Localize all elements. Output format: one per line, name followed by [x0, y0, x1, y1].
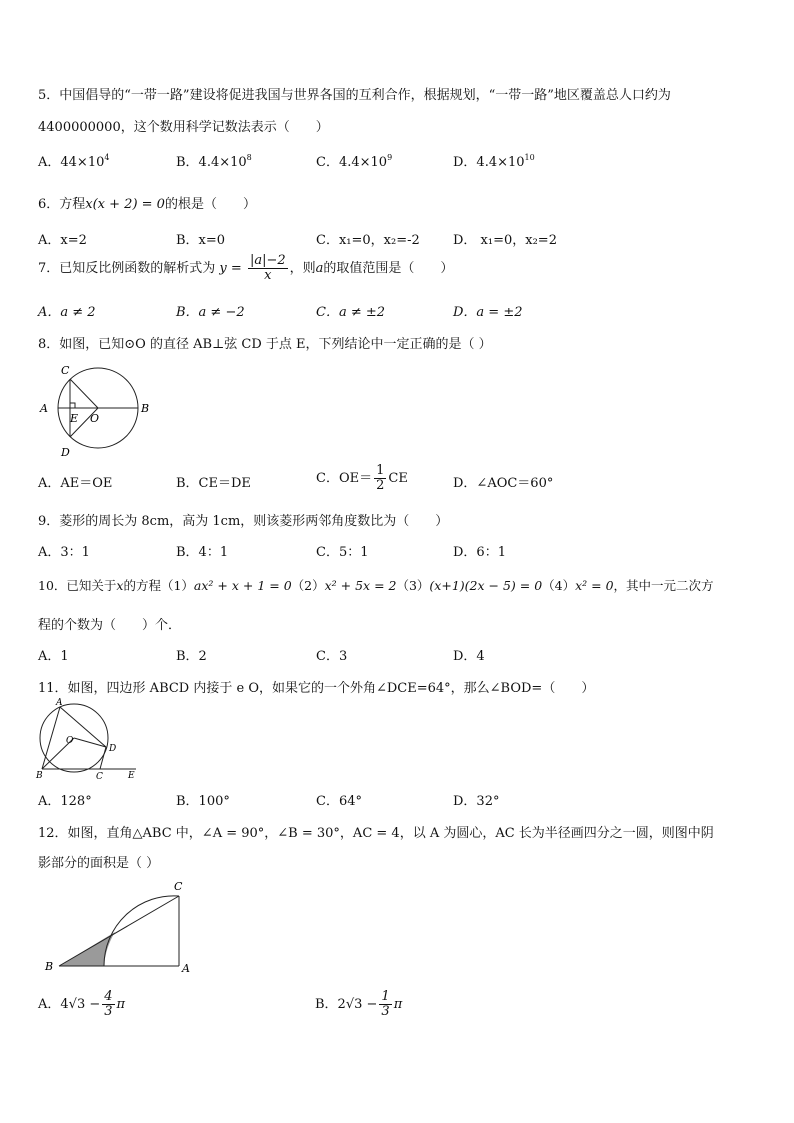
q8-segment-oc — [70, 379, 98, 408]
q8-options — [38, 463, 758, 496]
q8-option-a: A．AE＝OE — [38, 476, 113, 491]
q12-option-a: A．4√3 − $\frac{4}{3}$ π — [38, 989, 126, 1019]
q8-label-d: D — [61, 446, 70, 459]
q11-options — [38, 790, 758, 808]
q12-label-a: A — [182, 962, 190, 975]
q11-option-a: A．128° — [38, 794, 92, 809]
q12-side-bc — [59, 896, 179, 966]
q6-options — [38, 229, 758, 247]
q11-option-b: B．100° — [176, 794, 230, 809]
q7-options — [38, 301, 758, 319]
q5-option-c: C．$4.4\times 10^9$ — [316, 153, 393, 170]
q10-stem-line2: 程的个数为（ ）个． — [38, 618, 182, 633]
q7-option-a: A．a ≠ 2 — [38, 305, 96, 320]
q9-option-b: B．4：1 — [176, 545, 229, 560]
q7-option-d: D．a = ±2 — [453, 305, 523, 320]
q6-option-a: A．x=2 — [38, 233, 87, 248]
q11-option-d: D．32° — [453, 794, 500, 809]
q6-stem: 6．方程x(x + 2) = 0的根是（ ） — [38, 197, 256, 212]
q10-option-c: C．3 — [316, 649, 348, 664]
q10-option-b: B．2 — [176, 649, 207, 664]
q8-label-o: O — [90, 412, 100, 425]
q11-label-o: O — [66, 736, 74, 746]
q9-option-d: D．6：1 — [453, 545, 506, 560]
q9-option-c: C．5：1 — [316, 545, 369, 560]
q5-option-b: B．$4.4\times 10^8$ — [176, 153, 252, 170]
q9-stem: 9．菱形的周长为 8cm，高为 1cm，则该菱形两邻角度数比为（ ） — [38, 514, 449, 529]
q11-label-e: E — [128, 771, 135, 781]
q8-option-d: D．∠AOC＝60° — [453, 476, 554, 491]
q9-options — [38, 541, 758, 559]
q5-options — [38, 151, 758, 169]
q11-label-b: B — [36, 771, 43, 781]
q8-right-angle-mark — [70, 403, 75, 408]
q9-option-a: A．3：1 — [38, 545, 90, 560]
q8-circle-figure — [34, 360, 154, 460]
q6-option-d: D． x₁=0，x₂=2 — [453, 233, 557, 248]
q10-option-a: A．1 — [38, 649, 69, 664]
q12-triangle-figure — [40, 876, 200, 978]
q8-stem: 8．如图，已知⊙O 的直径 AB⊥弦 CD 于点 E，下列结论中一定正确的是（ ） — [38, 337, 492, 352]
q10-options — [38, 645, 758, 663]
q10-stem-line1: 10．已知关于x的方程（1）ax² + x + 1 = 0（2）x² + 5x = 2（3）(x+1)(2x − 5) = 0（4）x² = 0，其中一元二次方 — [38, 578, 714, 593]
q5-option-a: A．$44\times 10^4$ — [38, 153, 110, 170]
q12-quarter-arc — [104, 896, 179, 966]
q7-stem: 7．已知反比例函数的解析式为 y = $\frac{|a|-2}{x}$ ，则a的取值范围是（ ） — [38, 253, 454, 283]
q11-stem: 11．如图，四边形 ABCD 内接于 e O，如果它的一个外角∠DCE=64°，那么∠BOD=（ ） — [38, 681, 595, 696]
q11-option-c: C．64° — [316, 794, 362, 809]
q12-option-b: B．2√3 − $\frac{1}{3}$ π — [315, 989, 403, 1019]
q6-option-c: C．x₁=0，x₂=-2 — [316, 233, 420, 248]
q8-label-e: E — [70, 412, 79, 425]
q11-label-c: C — [96, 772, 103, 782]
q5-stem-line1: 5．中国倡导的“一带一路”建设将促进我国与世界各国的互利合作，根据规划，“一带一路”地区覆盖总人口约为 — [38, 88, 671, 103]
q5-option-d: D．$4.4\times 10^{10}$ — [453, 153, 535, 170]
q12-stem-line2: 影部分的面积是（ ） — [38, 856, 160, 871]
q8-label-c: C — [61, 364, 70, 377]
q11-label-d: D — [109, 744, 117, 754]
q11-circle-figure — [32, 697, 142, 783]
q11-label-a: A — [56, 698, 63, 708]
q5-stem-line2: 4400000000，这个数用科学记数法表示（ ） — [38, 120, 329, 135]
q12-options — [38, 990, 758, 1022]
q12-stem-line1: 12．如图，直角△ABC 中，∠A = 90°，∠B = 30°，AC = 4，以 A 为圆心，AC 长为半径画四分之一圆，则图中阴 — [38, 826, 714, 841]
q6-option-b: B．x=0 — [176, 233, 226, 248]
q10-option-d: D．4 — [453, 649, 485, 664]
q12-label-c: C — [174, 880, 183, 893]
q7-option-b: B．a ≠ −2 — [176, 305, 245, 320]
q7-fraction: $\frac{|a|-2}{x}$ — [249, 253, 286, 283]
q8-option-c: C．OE＝ $\frac{1}{2}$ CE — [316, 463, 408, 493]
q8-option-b: B．CE＝DE — [176, 476, 251, 491]
q8-label-a: A — [40, 402, 48, 415]
q12-label-b: B — [45, 960, 54, 973]
q8-label-b: B — [141, 402, 150, 415]
q7-option-c: C．a ≠ ±2 — [316, 305, 386, 320]
